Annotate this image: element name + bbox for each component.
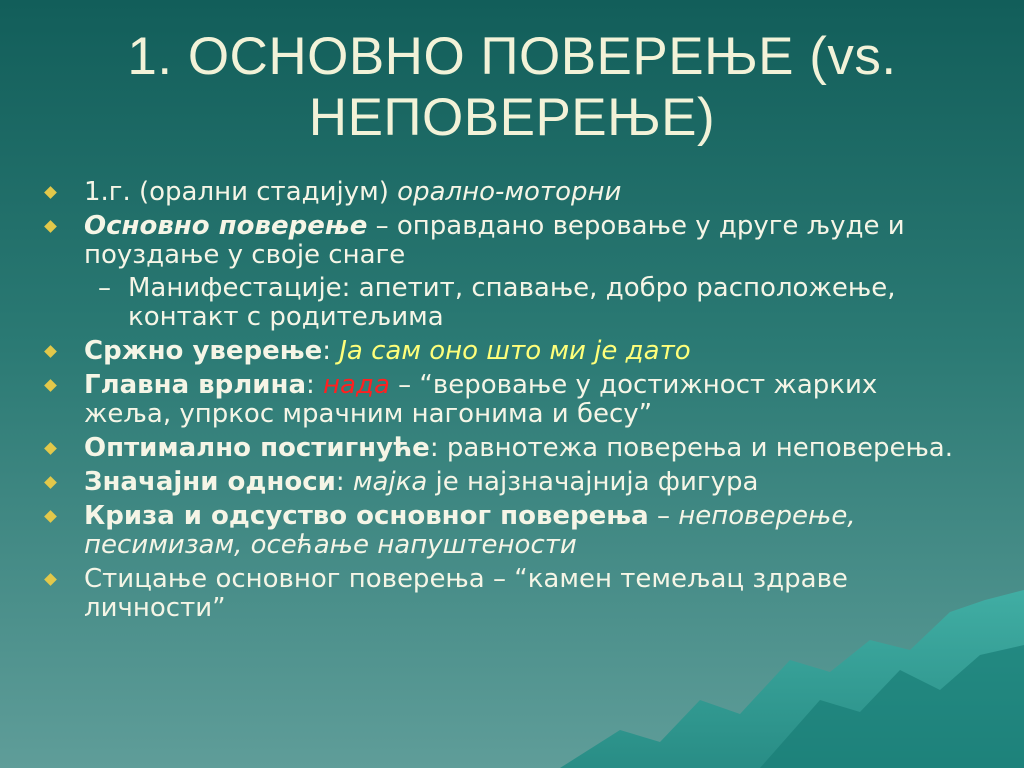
bullet-separator: : [335,467,353,497]
bullet-item-stage [42,178,972,207]
diamond-bullet-icon [44,510,57,523]
diamond-bullet-icon [44,442,57,455]
bullet-term: Криза и одсуство основног поверења [84,501,649,531]
bullet-item-crisis [42,502,972,560]
diamond-bullet-icon [44,573,57,586]
bullet-separator: : [322,336,340,366]
title-line-2: НЕПОВЕРЕЊЕ) [308,88,716,147]
title-line-1: 1. ОСНОВНО ПОВЕРЕЊЕ (vs. [127,27,897,86]
bullet-highlight: нада [323,370,390,400]
bullet-item-basic-trust [42,212,972,270]
bullet-italic: неповерење, песимизам, осећање напуштености [84,501,856,560]
bullet-separator: : [306,370,324,400]
bullet-text: : равнотежа поверења и неповерења. [429,433,954,463]
slide-title [30,26,994,148]
bullet-text: је најзначајнија фигура [427,467,759,497]
bullet-text: – оправдано веровање у друге људе и поуздање у своје снаге [84,211,905,270]
bullet-term: Оптимално постигнуће [84,433,430,463]
bullet-text: Манифестације: апетит, спавање, добро расположење, контакт с родитељима [128,273,896,332]
bullet-italic: орално-моторни [397,177,622,207]
diamond-bullet-icon [44,345,57,358]
bullet-item-relations [42,468,972,497]
bullet-item-optimal [42,434,972,463]
sub-bullet-manifestations [42,274,972,332]
bullet-item-core-belief [42,337,972,366]
bullet-term: Основно поверење [84,211,368,241]
bullet-item-acquisition [42,565,972,623]
bullet-item-virtue [42,371,972,429]
dash-bullet: – [98,273,111,303]
diamond-bullet-icon [44,186,57,199]
bullet-list [42,178,972,628]
bullet-italic: мајка [352,467,428,497]
bullet-highlight: Ја сам оно што ми је дато [339,336,691,366]
bullet-text: – “веровање у достижност жарких жеља, упркос мрачним нагонима и бесу” [84,370,878,429]
bullet-term: Сржно уверење [84,336,323,366]
bullet-term: Значајни односи [84,467,336,497]
bullet-text: 1.г. (орални стадијум) [84,177,398,207]
diamond-bullet-icon [44,476,57,489]
bullet-term: Главна врлина [84,370,307,400]
bullet-text: – [648,501,679,531]
diamond-bullet-icon [44,220,57,233]
bullet-text: Стицање основног поверења – “камен темељац здраве личности” [84,564,848,623]
diamond-bullet-icon [44,379,57,392]
